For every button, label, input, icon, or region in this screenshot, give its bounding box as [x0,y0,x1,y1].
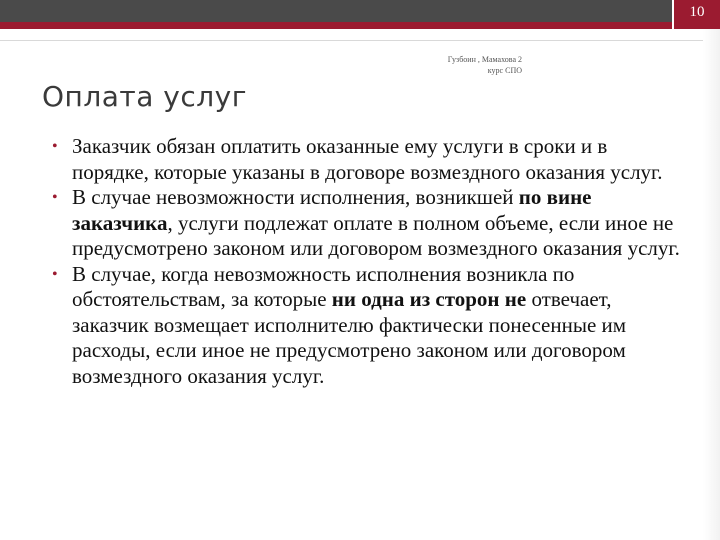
bullet-dot-icon: • [52,138,58,155]
bullet-text: Заказчик обязан оплатить оказанные ему услуги в сроки и в порядке, которые указаны в договоре возмездного оказания услуг. [72,134,663,184]
header-bar [0,0,720,22]
bullet-bold-text: ни одна из сторон не [331,287,527,311]
header-divider [0,40,720,41]
right-edge-shadow [703,29,720,540]
slide-number-text: 10 [689,4,705,20]
bullet-dot-icon: • [52,265,58,283]
bullet-item [52,185,682,262]
bullet-bold-text: по вине заказчика [72,185,592,235]
bullet-text: , услуги подлежат оплате в полном объеме, если иное не предусмотрено законом или договором возмездного оказания услуг. [72,210,680,260]
author-note-line2: курс СПО [487,66,522,75]
header-accent-stripe [0,22,720,29]
author-note [422,54,522,76]
bullet-text: отвечает, заказчик возмещает исполнителю фактически понесенные им расходы, если иное не предусмотрено законом или договором возмездного оказания услуг. [72,287,627,388]
bullet-item [52,134,682,185]
bullet-list [52,134,682,389]
slide-number [672,0,720,29]
bullet-text: В случае, когда невозможность исполнения возникла по обстоятельствам, за которые [72,261,575,311]
bullet-text: В случае невозможности исполнения, возникшей [72,185,519,209]
page-title: Оплата услуг [42,80,247,113]
bullet-item [52,262,682,390]
bullet-dot-icon: • [52,189,58,206]
author-note-line1: Гузбоин , Мамахова 2 [447,55,522,64]
